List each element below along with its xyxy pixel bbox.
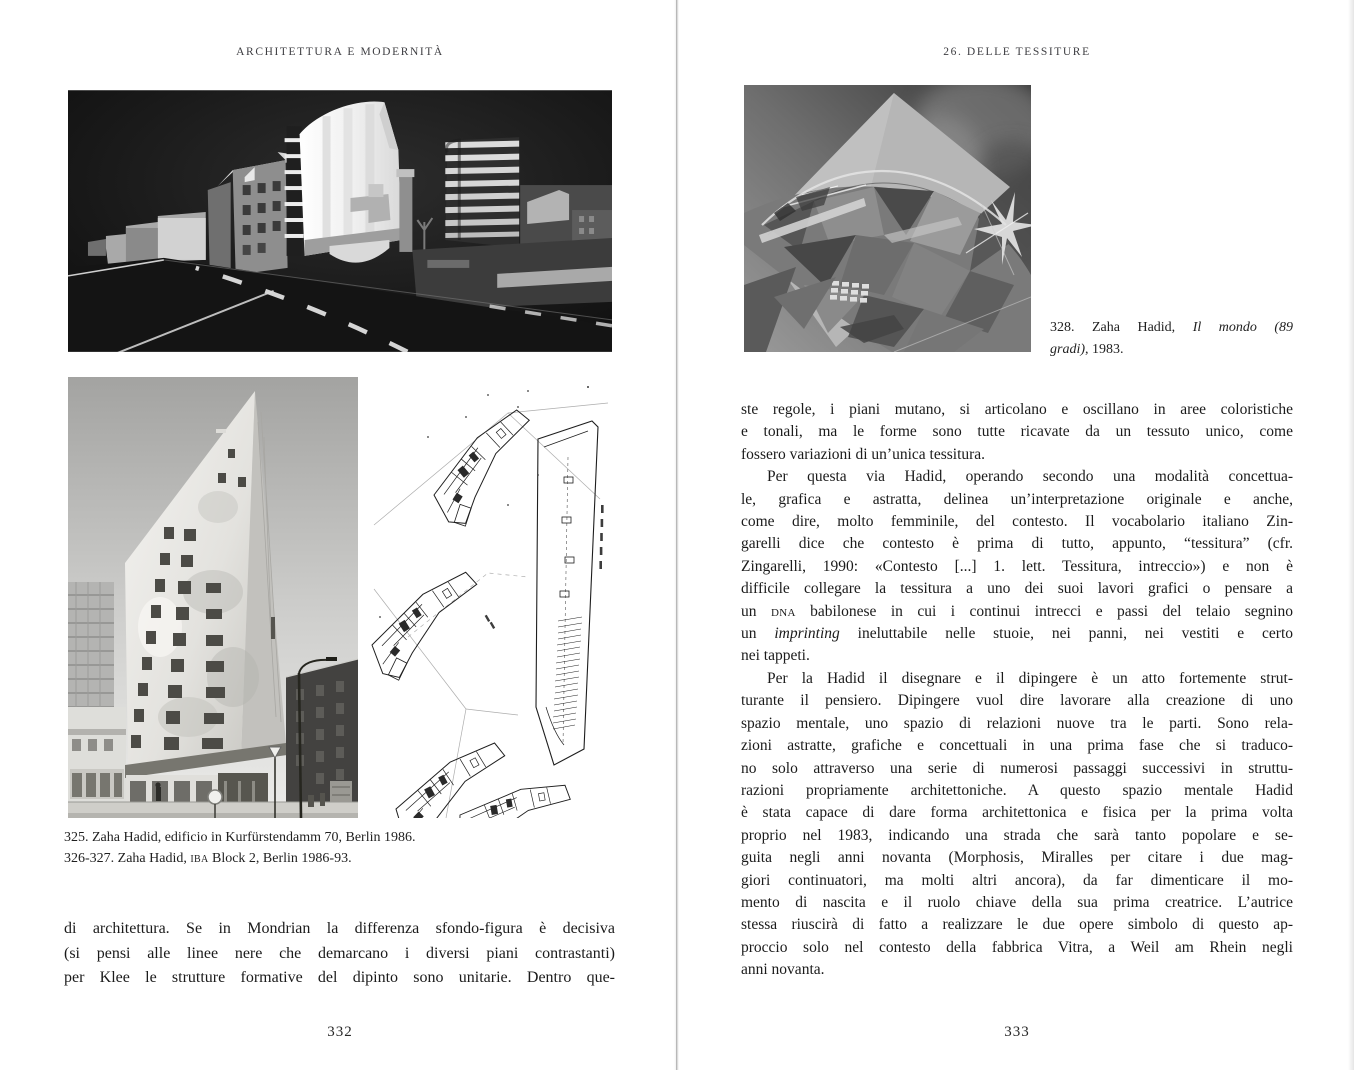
text-line: come dire, molto femminile, del contesto. Il vocabolario italiano Zin- <box>741 513 1293 531</box>
figure-il-mondo-painting <box>744 85 1031 352</box>
text-line: no solo attraverso una serie di numerosi passaggi successivi in struttu- <box>741 759 1293 777</box>
text-line: fossero variazioni di un’unica tessitura. <box>741 445 986 463</box>
text-line: di architettura. Se in Mondrian la differenza sfondo-figura è decisiva <box>64 920 615 937</box>
paragraph <box>64 917 615 991</box>
text-line: per Klee le strutture formative del dipinto sono unitarie. Dentro que- <box>64 969 615 987</box>
text-line: difficile collegare la tessitura a uno dei suoi lavori grafici o pensare a <box>741 580 1293 598</box>
text-line: Zingarelli, 1990: «Contesto [...] 1. lett. Tessitura, intreccio») e non è <box>741 557 1293 575</box>
book-gutter <box>674 0 679 1070</box>
text-line: un dna babilonese in cui i continui intrecci e passi del telaio segnino <box>741 602 1293 620</box>
paragraph <box>741 668 1293 982</box>
text-line: Per questa via Hadid, operando secondo una modalità concettua- <box>767 468 1293 486</box>
text-line: è stata capace di dare forma architettonica e fisica per la prima volta <box>741 804 1293 822</box>
text-line: stessa riuscirà di fatto a realizzare le due opere simbolo di questo ap- <box>741 916 1293 934</box>
page-edge-shadow <box>1348 0 1354 1070</box>
text-line: guita negli anni novanta (Morphosis, Miralles per citare i due mag- <box>741 849 1293 867</box>
text-line: nei tappeti. <box>741 647 810 665</box>
figure-iba-plan-drawing <box>368 377 614 818</box>
iba-plan-image <box>368 377 614 818</box>
left-page-captions <box>64 827 624 869</box>
paragraph <box>741 399 1293 466</box>
kurfuerstendamm-photo-image <box>68 377 358 818</box>
left-page-body-text <box>64 917 615 991</box>
text-line: gradi), 1983. <box>1050 341 1124 357</box>
page-number-left: 332 <box>327 1024 353 1040</box>
figure-kurfuerstendamm-photo <box>68 377 358 818</box>
text-line: turante il pensiero. Dipingere vuol dire lavorare alla creazione di uno <box>741 692 1293 710</box>
text-line: 326-327. Zaha Hadid, iba Block 2, Berlin 1986-93. <box>64 851 352 866</box>
right-page-body-text <box>741 399 1293 982</box>
figure-caption-328 <box>1050 317 1293 360</box>
text-line: un imprinting ineluttabile nelle stuoie, nei panni, nei vestiti e certo <box>741 625 1293 643</box>
text-line: spazio mentale, uno spazio di relazioni nuove tra le parti. Sono rela- <box>741 714 1293 732</box>
il-mondo-image <box>744 85 1031 352</box>
text-line: anni novanta. <box>741 961 825 979</box>
paragraph <box>741 466 1293 668</box>
text-line: giori continuatori, ma molti altri ancora), da far dimenticare il mo- <box>741 871 1293 889</box>
iba-painting-image <box>68 90 612 352</box>
text-line: razioni propriamente architettoniche. A questo spazio mentale Hadid <box>741 781 1293 799</box>
figure-iba-painting <box>68 90 612 352</box>
page-333 <box>677 0 1354 1070</box>
text-line: le, grafica e astratta, delinea un’interpretazione originale e anche, <box>741 490 1293 508</box>
text-line: ste regole, i piani mutano, si articolano e oscillano in aree coloristiche <box>741 401 1293 418</box>
text-line: proprio nel 1983, indicando una strada che sarà tanto popolare e se- <box>741 826 1293 844</box>
paragraph <box>1050 317 1293 360</box>
text-line: garelli dice che contesto è prima di tutto, appunto, “tessitura” (cfr. <box>741 535 1293 553</box>
text-line: 328. Zaha Hadid, Il mondo (89 <box>1050 320 1293 335</box>
text-line: proccio solo nel contesto della fabbrica Vitra, a Weil am Rhein negli <box>741 938 1293 956</box>
text-line: 325. Zaha Hadid, edificio in Kurfürstendamm 70, Berlin 1986. <box>64 830 416 845</box>
text-line: zioni astratte, grafiche e concettuali in una prima fase che si traduco- <box>741 737 1293 755</box>
text-line: Per la Hadid il disegnare e il dipingere è un atto fortemente strut- <box>767 669 1293 687</box>
text-line: (si pensi alle linee nere che demarcano i diversi piani contrastanti) <box>64 944 615 962</box>
running-head-right: 26. DELLE TESSITURE <box>943 46 1091 58</box>
text-line: mento di nascita e il ruolo chiave della sua prima creatrice. L’autrice <box>741 893 1293 911</box>
text-line: e tonali, ma le forme sono tutte ricavate da un tessuto unico, come <box>741 423 1293 441</box>
running-head-left: ARCHITETTURA E MODERNITÀ <box>236 46 444 58</box>
page-number-right: 333 <box>1004 1024 1030 1040</box>
